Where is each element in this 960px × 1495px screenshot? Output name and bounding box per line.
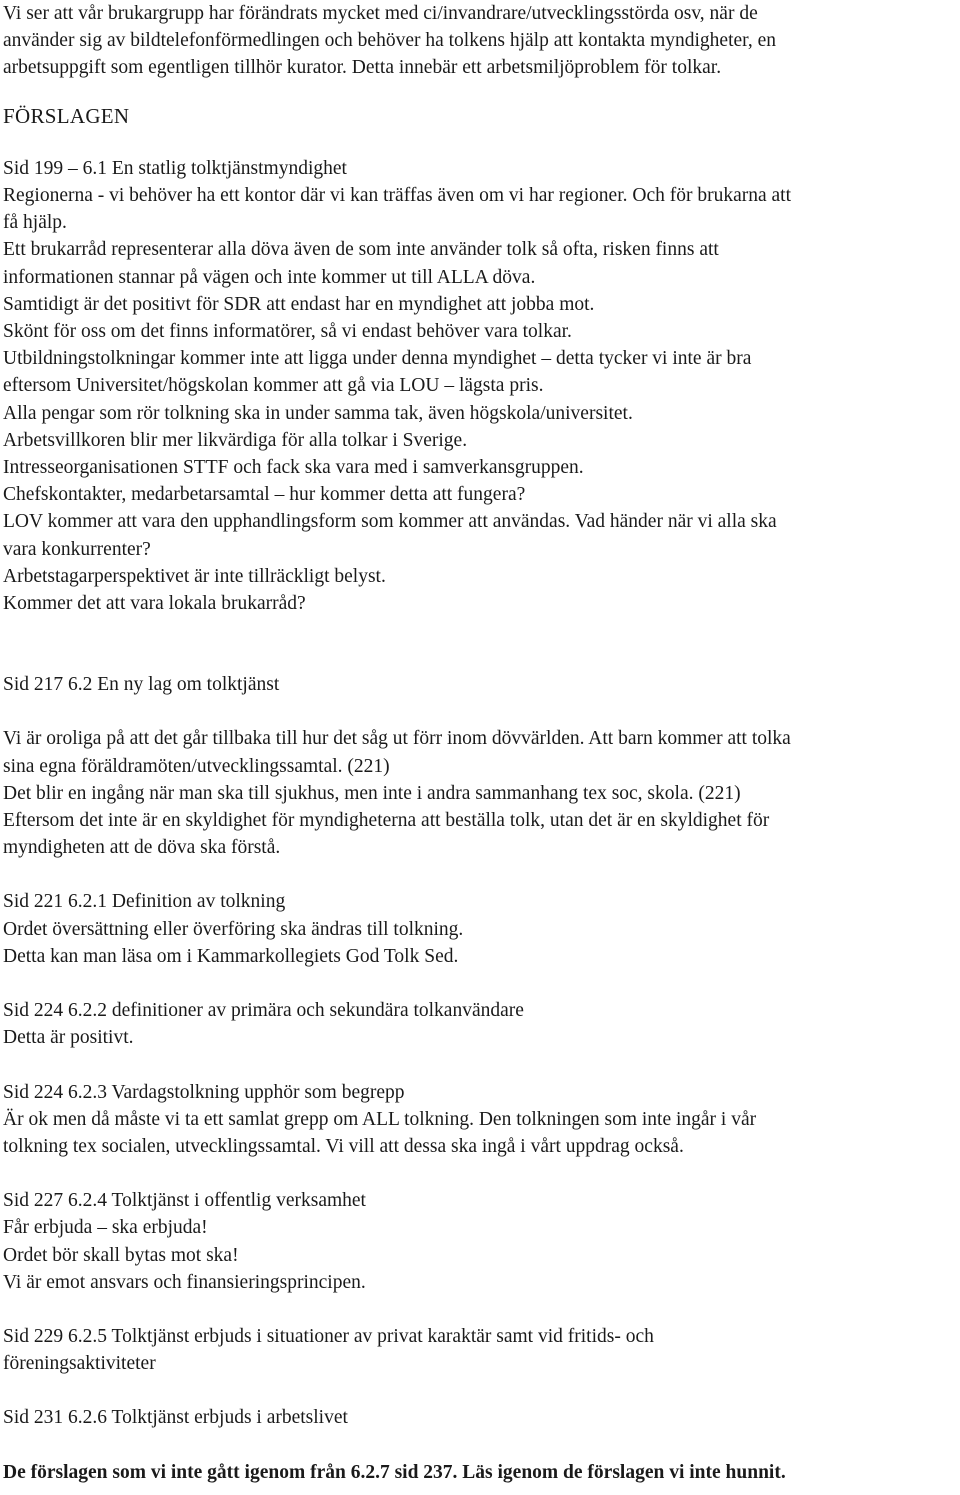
body-line: Arbetsvillkoren blir mer likvärdiga för alla tolkar i Sverige. (3, 429, 468, 451)
body-line: Alla pengar som rör tolkning ska in under samma tak, även högskola/universitet. (3, 402, 633, 424)
intro-line: arbetsuppgift som egentligen tillhör kurator. Detta innebär ett arbetsmiljöproblem för tolkar. (3, 57, 722, 79)
final-note: De förslagen som vi inte gått igenom från 6.2.7 sid 237. Läs igenom de förslagen vi inte hunnit. (3, 1461, 786, 1483)
section-6-2-1 (3, 888, 960, 970)
section-6-2-2 (3, 997, 960, 1051)
section-heading: Sid 221 6.2.1 Definition av tolkning (3, 891, 286, 913)
body-line: Eftersom det inte är en skyldighet för myndigheterna att beställa tolk, utan det är en skyldighet för (3, 810, 770, 832)
body-line: få hjälp. (3, 212, 67, 234)
body-line: Vi är oroliga på att det går tillbaka till hur det såg ut förr inom dövvärlden. Att barn kommer att tolka (3, 728, 791, 750)
body-line: vara konkurrenter? (3, 538, 151, 560)
body-line: föreningsaktiviteter (3, 1353, 156, 1375)
section-heading: Sid 224 6.2.3 Vardagstolkning upphör som begrepp (3, 1081, 405, 1103)
body-line: Utbildningstolkningar kommer inte att ligga under denna myndighet – detta tycker vi inte är bra (3, 348, 752, 370)
body-line: Får erbjuda – ska erbjuda! (3, 1217, 208, 1239)
body-line: Regionerna - vi behöver ha ett kontor där vi kan träffas även om vi har regioner. Och för brukarna att (3, 185, 792, 207)
body-line: eftersom Universitet/högskolan kommer att gå via LOU – lägsta pris. (3, 375, 544, 397)
section-6-2-6 (3, 1404, 960, 1431)
body-line: informationen stannar på vägen och inte kommer ut till ALLA döva. (3, 266, 536, 288)
body-line: sina egna föräldramöten/utvecklingssamtal. (221) (3, 755, 390, 777)
body-line: Kommer det att vara lokala brukarråd? (3, 593, 306, 615)
body-line: Intresseorganisationen STTF och fack ska vara med i samverkansgruppen. (3, 457, 584, 479)
body-line: Skönt för oss om det finns informatörer, så vi endast behöver vara tolkar. (3, 321, 572, 343)
body-line: Samtidigt är det positivt för SDR att endast har en myndighet att jobba mot. (3, 293, 595, 315)
body-line: Chefskontakter, medarbetarsamtal – hur kommer detta att fungera? (3, 484, 526, 506)
section-heading: Sid 231 6.2.6 Tolktjänst erbjuds i arbetslivet (3, 1407, 348, 1429)
body-line: Det blir en ingång när man ska till sjukhus, men inte i andra sammanhang tex soc, skola. (221) (3, 782, 741, 804)
body-line: tolkning tex socialen, utvecklingssamtal. Vi vill att dessa ska ingå i vårt uppdrag också. (3, 1135, 684, 1157)
intro-paragraph (3, 0, 960, 82)
body-line: LOV kommer att vara den upphandlingsform som kommer att användas. Vad händer när vi alla ska (3, 511, 777, 533)
body-line: Ordet översättning eller överföring ska ändras till tolkning. (3, 918, 464, 940)
section-heading: Sid 224 6.2.2 definitioner av primära och sekundära tolkanvändare (3, 1000, 524, 1022)
body-line: Detta kan man läsa om i Kammarkollegiets God Tolk Sed. (3, 945, 459, 967)
section-6-2 (3, 671, 960, 861)
section-heading: Sid 199 – 6.1 En statlig tolktjänstmyndighet (3, 157, 347, 179)
section-6-2-5 (3, 1323, 960, 1377)
body-line: Är ok men då måste vi ta ett samlat grepp om ALL tolkning. Den tolkningen som inte ingår i vår (3, 1108, 757, 1130)
section-heading: Sid 227 6.2.4 Tolktjänst i offentlig verksamhet (3, 1190, 366, 1212)
intro-line: använder sig av bildtelefonförmedlingen och behöver ha tolkens hjälp att kontakta myndigheter, en (3, 30, 777, 52)
intro-line: Vi ser att vår brukargrupp har förändrats mycket med ci/invandrare/utvecklingsstörda osv, när de (3, 3, 758, 24)
section-heading: Sid 229 6.2.5 Tolktjänst erbjuds i situationer av privat karaktär samt vid fritids- och (3, 1325, 654, 1347)
section-title: FÖRSLAGEN (3, 103, 130, 128)
body-line: myndigheten att de döva ska förstå. (3, 837, 281, 859)
body-line: Arbetstagarperspektivet är inte tillräckligt belyst. (3, 565, 386, 587)
section-6-2-3 (3, 1079, 960, 1161)
body-line: Ordet bör skall bytas mot ska! (3, 1244, 239, 1266)
body-line: Ett brukarråd representerar alla döva även de som inte använder tolk så ofta, risken finns att (3, 239, 719, 261)
body-line: Vi är emot ansvars och finansieringsprincipen. (3, 1271, 366, 1293)
section-6-1 (3, 155, 960, 617)
body-line: Detta är positivt. (3, 1027, 134, 1049)
section-6-2-4 (3, 1187, 960, 1296)
section-heading: Sid 217 6.2 En ny lag om tolktjänst (3, 674, 280, 696)
